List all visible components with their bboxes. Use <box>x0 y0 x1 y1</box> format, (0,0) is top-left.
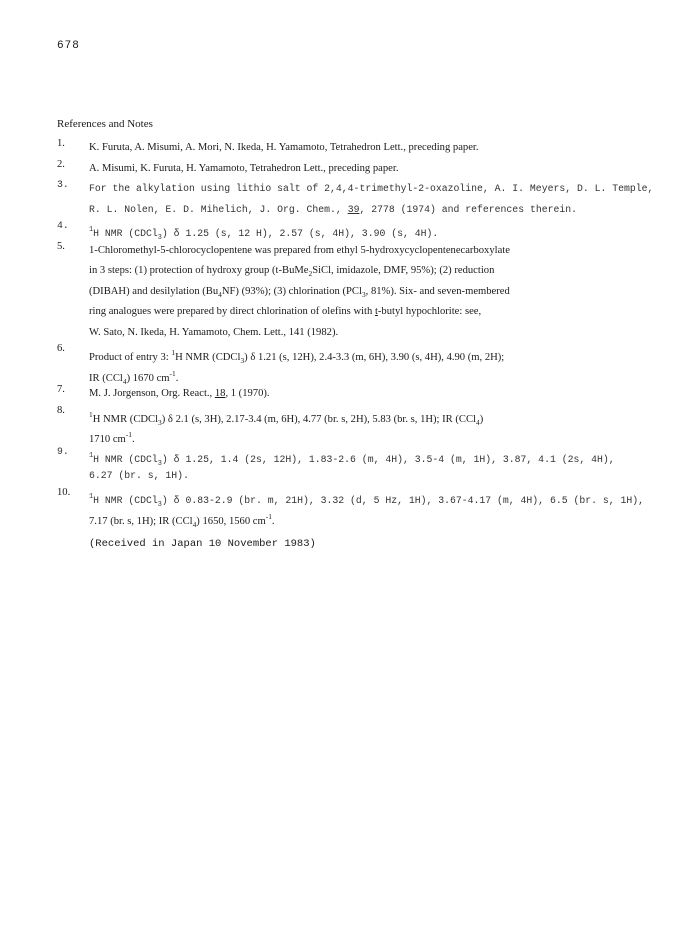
reference-line: ring analogues were prepared by direct chlorination of olefins with t-butyl hypochlorite: see, <box>89 306 482 317</box>
reference-item <box>57 343 627 384</box>
received-date: (Received in Japan 10 November 1983) <box>89 538 316 550</box>
reference-item <box>57 159 627 180</box>
reference-line: $^1$H NMR (CDCl$_3$) δ 2.1 (s, 3H), 2.17-3.4 (m, 6H), 4.77 (br. s, 2H), 5.83 (br. s, 1H); IR (CCl$_4$) <box>89 409 484 427</box>
reference-line: W. Sato, N. Ikeda, H. Yamamoto, Chem. Lett., 141 (1982). <box>89 326 339 338</box>
reference-number: 5. <box>57 240 65 252</box>
reference-line: 1710 $cm^{-1}$. <box>89 430 135 445</box>
reference-item <box>57 486 645 529</box>
references-list <box>57 138 654 529</box>
reference-line: $^1$H NMR (CDCl$_3$) δ 0.83-2.9 (br. m, 21H), 3.32 (d, 5 Hz, 1H), 3.67-4.17 (m, 4H), 6.5 (br. s, 1H), <box>89 492 645 509</box>
reference-item <box>57 384 627 405</box>
reference-number: 4. <box>57 220 69 231</box>
reference-line: in 3 steps: (1) protection of hydroxy group (t-BuMe$_2$SiCl, imidazole, DMF, 95%); (2) reduction <box>89 265 495 278</box>
reference-line: M. J. Jorgenson, Org. React., 18, 1 (1970). <box>89 388 270 399</box>
reference-number: 3. <box>57 179 69 190</box>
section-title: References and Notes <box>57 118 153 130</box>
reference-item <box>57 220 627 241</box>
reference-number: 8. <box>57 404 65 416</box>
reference-number: 6. <box>57 343 65 354</box>
reference-item <box>57 405 627 446</box>
reference-line: Product of entry 3: $^1$H NMR (CDCl$_3$) δ 1.21 (s, 12H), 2.4-3.3 (m, 6H), 3.90 (s, 4H), 4.90 (m, 2H); <box>89 348 505 365</box>
reference-item <box>57 179 654 220</box>
page-number: 678 <box>57 40 80 52</box>
reference-line: 7.17 (br. s, 1H); IR (CCl$_4$) 1650, 1560 $cm^{-1}$. <box>89 512 275 529</box>
reference-line: $^1$H NMR (CDCl$_3$) δ 1.25 (s, 12 H), 2.57 (s, 4H), 3.90 (s, 4H). <box>89 226 439 242</box>
reference-item <box>57 138 627 159</box>
reference-line: K. Furuta, A. Misumi, A. Mori, N. Ikeda, H. Yamamoto, Tetrahedron Lett., preceding paper. <box>89 142 479 153</box>
reference-line: 6.27 (br. s, 1H). <box>89 470 189 481</box>
reference-line: R. L. Nolen, E. D. Mihelich, J. Org. Chem., 39, 2778 (1974) and references therein. <box>89 203 577 215</box>
reference-line: A. Misumi, K. Furuta, H. Yamamoto, Tetrahedron Lett., preceding paper. <box>89 162 399 174</box>
reference-item <box>57 446 627 487</box>
reference-number: 9. <box>57 445 69 457</box>
reference-number: 2. <box>57 158 65 170</box>
reference-number: 10. <box>57 486 71 498</box>
reference-number: 7. <box>57 384 65 395</box>
reference-line: IR (CCl$_4$) 1670 $cm^{-1}$. <box>89 368 179 386</box>
reference-line: 1-Chloromethyl-5-chlorocyclopentene was prepared from ethyl 5-hydroxycyclopentenecarboxylate <box>89 244 510 256</box>
reference-item <box>57 241 627 344</box>
reference-line: For the alkylation using lithio salt of 2,4,4-trimethyl-2-oxazoline, A. I. Meyers, D. L. Temple, <box>89 183 654 194</box>
reference-line: $^1$H NMR (CDCl$_3$) δ 1.25, 1.4 (2s, 12H), 1.83-2.6 (m, 4H), 3.5-4 (m, 1H), 3.87, 4.1 (2s, 4H), <box>89 451 615 468</box>
reference-number: 1. <box>57 138 65 149</box>
reference-line: (DIBAH) and desilylation $(Bu_4NF)$ (93%); (3) chlorination (PCl$_3$, 81%). Six- and seven-membered <box>89 285 510 299</box>
